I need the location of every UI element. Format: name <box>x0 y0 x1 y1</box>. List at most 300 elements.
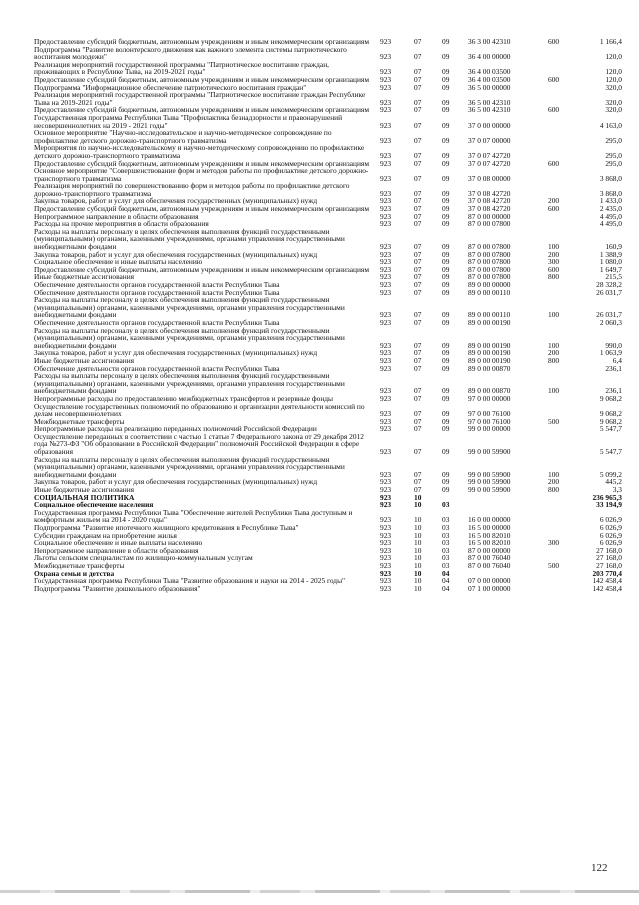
row-name: Обеспечение деятельности органов государственной власти Республики Тыва <box>34 287 280 297</box>
row-rz: 07 <box>414 158 422 168</box>
table-row <box>34 228 622 251</box>
row-pr: 09 <box>442 211 450 221</box>
row-rz: 10 <box>414 583 422 593</box>
row-name: Закупка товаров, работ и услуг для обеспечения государственных (муниципальных) нужд <box>34 477 318 487</box>
row-name: Непрограммные расходы по предоставлению межбюджетных трансфертов и резервные фонды <box>34 393 334 403</box>
row-name: Реализация мероприятий государственной программы "Патриотическое воспитание граждан, проживающих в Республике Тыва, на 2019-2021 годы" <box>34 59 330 77</box>
row-name: Государственная программа Республики Тыва "Развитие образования и науки на 2014 - 2025 годы" <box>34 576 346 586</box>
row-sum: 120,0 <box>605 52 622 62</box>
row-name: Закупка товаров, работ и услуг для обеспечения государственных (муниципальных) нужд <box>34 348 318 358</box>
row-ved: 923 <box>380 492 392 502</box>
row-pr: 09 <box>442 97 450 107</box>
row-ved: 923 <box>380 105 392 115</box>
row-pr: 09 <box>442 477 450 487</box>
row-cs: 07 1 00 00000 <box>468 583 511 593</box>
row-rz: 07 <box>414 257 422 267</box>
row-rz: 07 <box>414 105 422 115</box>
row-cs: 89 0 00 00190 <box>468 317 511 327</box>
row-ved: 923 <box>380 523 392 532</box>
row-rz: 07 <box>414 310 422 320</box>
row-ved: 923 <box>380 568 392 578</box>
row-name: Основное мероприятие "Совершенствование форм и методов работы по профилактике детского дорожно-транспортного травматизма <box>34 166 369 183</box>
row-ved: 923 <box>380 74 392 84</box>
row-pr: 09 <box>442 242 450 252</box>
row-pr: 09 <box>442 409 450 419</box>
row-rz: 07 <box>414 204 422 214</box>
row-sum: 26 031,7 <box>596 287 622 297</box>
row-sum: 1 388,9 <box>599 249 622 259</box>
row-vr: 200 <box>548 249 560 259</box>
row-name: Обеспечение деятельности органов государственной власти Республики Тыва <box>34 363 280 373</box>
row-sum: 120,0 <box>605 74 622 84</box>
row-name: Иные бюджетные ассигнования <box>34 355 135 365</box>
table-row <box>34 114 622 129</box>
row-cs: 37 0 07 00000 <box>468 135 511 145</box>
row-ved: 923 <box>380 340 392 350</box>
row-vr: 300 <box>548 257 560 267</box>
row-rz: 07 <box>414 280 422 289</box>
row-ved: 923 <box>380 67 392 77</box>
row-name: Мероприятия по научно-исследовательскому и научно-методическому сопровождению по профилактике детского дорожно-транспортного травматизма <box>34 143 365 160</box>
row-name: Непрограммное направление в области образования <box>34 545 199 555</box>
row-name: Предоставление субсидий бюджетным, автономным учреждениям и иным некоммерческим организациям <box>34 74 370 84</box>
table-row <box>34 61 622 76</box>
row-rz: 10 <box>414 568 422 578</box>
row-rz: 07 <box>414 37 422 46</box>
row-name: Обеспечение деятельности органов государственной власти Республики Тыва <box>34 317 280 327</box>
row-ved: 923 <box>380 37 392 46</box>
row-rz: 07 <box>414 272 422 282</box>
row-rz: 07 <box>414 173 422 183</box>
row-ved: 923 <box>380 409 392 419</box>
row-sum: 9 068,2 <box>599 393 622 403</box>
row-sum: 6 026,9 <box>599 538 622 548</box>
row-sum: 142 458,4 <box>592 576 622 586</box>
row-ved: 923 <box>380 310 392 320</box>
row-cs: 16 0 00 00000 <box>468 515 511 525</box>
row-name: Расходы на выплаты персоналу в целях обеспечения выполнения функций государственными (муниципальными) органами, казенными учреждениями, органами управления государственными внебюджетными фондами <box>34 226 345 252</box>
row-rz: 07 <box>414 150 422 160</box>
row-name: Осуществление переданных в соответствии с частью 1 статьи 7 Федерального закона от 29 декабря 2012 года №273-ФЗ "Об образовании в Российской Федерации" полномочий Российской Федерации в сфере образования <box>34 431 364 457</box>
row-cs: 36 4 00 00000 <box>468 52 511 62</box>
row-rz: 07 <box>414 485 422 495</box>
row-name: Социальное обеспечение и иные выплаты населению <box>34 257 203 267</box>
row-cs: 99 0 00 59900 <box>468 477 511 487</box>
row-name: Расходы на прочие мероприятия в области образования <box>34 219 209 229</box>
row-cs: 07 0 00 00000 <box>468 576 511 586</box>
row-pr: 09 <box>442 204 450 214</box>
row-cs: 87 0 00 76040 <box>468 553 511 563</box>
row-name: СОЦИАЛЬНАЯ ПОЛИТИКА <box>34 492 135 502</box>
row-pr: 09 <box>442 74 450 84</box>
row-vr: 600 <box>548 158 560 168</box>
row-pr: 09 <box>442 348 450 358</box>
row-name: Подпрограмма "Информационное обеспечение патриотического воспитания граждан" <box>34 82 307 92</box>
row-ved: 923 <box>380 485 392 495</box>
row-rz: 07 <box>414 74 422 84</box>
row-pr: 09 <box>442 447 450 457</box>
row-pr: 09 <box>442 317 450 327</box>
row-cs: 89 0 00 00000 <box>468 280 511 289</box>
scan-edge <box>0 890 639 893</box>
row-sum: 215,5 <box>605 272 622 282</box>
row-rz: 07 <box>414 120 422 130</box>
row-ved: 923 <box>380 355 392 365</box>
row-cs: 97 0 00 76100 <box>468 409 511 419</box>
row-pr: 09 <box>442 393 450 403</box>
row-pr: 09 <box>442 188 450 198</box>
row-name: Непрограммные расходы на реализацию переданных полномочий Российской Федерации <box>34 424 317 434</box>
row-sum: 3,3 <box>612 485 622 495</box>
row-vr: 100 <box>548 386 560 396</box>
row-rz: 07 <box>414 242 422 252</box>
row-rz: 07 <box>414 188 422 198</box>
row-rz: 07 <box>414 249 422 259</box>
row-pr: 09 <box>442 287 450 297</box>
row-rz: 07 <box>414 424 422 434</box>
row-ved: 923 <box>380 204 392 214</box>
row-cs: 37 0 07 42720 <box>468 158 511 168</box>
row-sum: 2 435,0 <box>599 204 622 214</box>
table-row <box>34 372 622 395</box>
row-vr: 100 <box>548 469 560 479</box>
row-pr: 09 <box>442 280 450 289</box>
row-rz: 07 <box>414 317 422 327</box>
row-cs: 37 0 08 42720 <box>468 196 511 206</box>
row-cs: 87 0 00 07800 <box>468 249 511 259</box>
row-pr: 09 <box>442 257 450 267</box>
row-rz: 07 <box>414 469 422 479</box>
row-name: Межбюджетные трансферты <box>34 560 125 570</box>
row-pr: 03 <box>442 560 450 570</box>
row-pr: 09 <box>442 82 450 92</box>
row-ved: 923 <box>380 188 392 198</box>
row-sum: 295,0 <box>605 150 622 160</box>
row-pr: 09 <box>442 485 450 495</box>
row-rz: 07 <box>414 477 422 487</box>
row-cs: 89 0 00 00190 <box>468 355 511 365</box>
row-sum: 6 026,9 <box>599 530 622 540</box>
row-rz: 10 <box>414 530 422 540</box>
row-cs: 89 0 00 00110 <box>468 310 511 320</box>
table-row <box>34 433 622 456</box>
row-sum: 4 495,0 <box>599 211 622 221</box>
row-pr: 09 <box>442 469 450 479</box>
row-pr: 09 <box>442 67 450 77</box>
row-name: Социальное обеспечение населения <box>34 500 154 510</box>
row-name: Подпрограмма "Развитие дошкольного образования" <box>34 583 201 593</box>
row-name: Льготы сельским специалистам по жилищно-коммунальным услугам <box>34 553 253 563</box>
table-row <box>34 456 622 479</box>
row-sum: 1 063,9 <box>599 348 622 358</box>
row-pr: 03 <box>442 523 450 532</box>
row-sum: 320,0 <box>605 97 622 107</box>
row-sum: 26 031,7 <box>596 310 622 320</box>
row-pr: 09 <box>442 424 450 434</box>
row-rz: 10 <box>414 523 422 532</box>
row-rz: 07 <box>414 355 422 365</box>
row-sum: 236,1 <box>605 363 622 373</box>
row-rz: 07 <box>414 135 422 145</box>
row-sum: 203 770,4 <box>592 568 622 578</box>
row-rz: 07 <box>414 287 422 297</box>
row-sum: 1 433,0 <box>599 196 622 206</box>
row-vr: 200 <box>548 196 560 206</box>
row-sum: 320,0 <box>605 82 622 92</box>
row-cs: 89 0 00 00870 <box>468 363 511 373</box>
row-vr: 100 <box>548 242 560 252</box>
row-ved: 923 <box>380 447 392 457</box>
row-pr: 03 <box>442 545 450 555</box>
row-ved: 923 <box>380 530 392 540</box>
table-row <box>34 296 622 319</box>
row-vr: 800 <box>548 485 560 495</box>
row-cs: 89 0 00 00110 <box>468 287 511 297</box>
row-vr: 600 <box>548 74 560 84</box>
row-rz: 10 <box>414 560 422 570</box>
row-sum: 160,9 <box>605 242 622 252</box>
row-name: Предоставление субсидий бюджетным, автономным учреждениям и иным некоммерческим организациям <box>34 158 370 168</box>
row-ved: 923 <box>380 515 392 525</box>
row-name: Государственная программа Республики Тыва "Профилактика безнадзорности и правонарушений несовершеннолетних на 2019 - 2021 годы" <box>34 112 343 130</box>
row-name: Осуществление государственных полномочий по образованию и организации деятельности комиссий по делам несовершеннолетних <box>34 401 365 419</box>
row-vr: 200 <box>548 477 560 487</box>
row-sum: 4 163,0 <box>599 120 622 130</box>
table-row <box>34 182 622 197</box>
row-rz: 10 <box>414 500 422 510</box>
row-rz: 10 <box>414 515 422 525</box>
row-pr: 03 <box>442 530 450 540</box>
row-pr: 09 <box>442 340 450 350</box>
row-cs: 87 0 00 07800 <box>468 219 511 229</box>
row-vr: 600 <box>548 37 560 46</box>
row-vr: 500 <box>548 560 560 570</box>
row-vr: 800 <box>548 272 560 282</box>
row-ved: 923 <box>380 219 392 229</box>
row-pr: 04 <box>442 583 450 593</box>
row-cs: 99 0 00 59900 <box>468 469 511 479</box>
row-name: Непрограммное направление в области образования <box>34 211 199 221</box>
row-cs: 89 0 00 00870 <box>468 386 511 396</box>
row-ved: 923 <box>380 553 392 563</box>
row-sum: 1 649,7 <box>599 264 622 274</box>
row-rz: 07 <box>414 409 422 419</box>
table-row <box>34 509 622 524</box>
row-name: Основное мероприятие "Научно-исследовательское и научно-методическое сопровождение по профилактике детского дорожно-транспортного травматизма <box>34 128 332 145</box>
row-name: Закупка товаров, работ и услуг для обеспечения государственных (муниципальных) нужд <box>34 249 318 259</box>
row-cs: 97 0 00 00000 <box>468 393 511 403</box>
row-name: Расходы на выплаты персоналу в целях обеспечения выполнения функций государственными (муниципальными) органами, казенными учреждениями, органами управления государственными внебюджетными фондами <box>34 325 345 350</box>
row-rz: 07 <box>414 348 422 358</box>
row-pr: 09 <box>442 52 450 62</box>
budget-table <box>34 38 622 592</box>
row-cs: 99 0 00 59900 <box>468 485 511 495</box>
table-row <box>34 144 622 159</box>
row-name: Закупка товаров, работ и услуг для обеспечения государственных (муниципальных) нужд <box>34 196 318 206</box>
row-name: Государственная программа Республики Тыва "Обеспечение жителей Республики Тыва доступным и комфортным жильем на 2014 - 2020 годы" <box>34 507 353 525</box>
row-pr: 09 <box>442 386 450 396</box>
row-rz: 10 <box>414 492 422 502</box>
row-sum: 320,0 <box>605 105 622 115</box>
row-cs: 89 0 00 00190 <box>468 348 511 358</box>
table-row <box>34 91 622 106</box>
page-number: 122 <box>591 862 608 874</box>
row-sum: 295,0 <box>605 158 622 168</box>
row-name: Обеспечение деятельности органов государственной власти Республики Тыва <box>34 280 280 289</box>
row-vr: 300 <box>548 538 560 548</box>
row-ved: 923 <box>380 416 392 426</box>
row-cs: 36 4 00 03500 <box>468 74 511 84</box>
row-rz: 10 <box>414 538 422 548</box>
row-name: Расходы на выплаты персоналу в целях обеспечения выполнения функций государственными (муниципальными) органами, казенными учреждениями, органами управления государственными внебюджетными фондами <box>34 454 345 479</box>
row-cs: 16 5 00 82010 <box>468 538 511 548</box>
row-name: Охрана семьи и детства <box>34 568 115 578</box>
row-name: Межбюджетные трансферты <box>34 416 125 426</box>
row-cs: 87 0 00 76040 <box>468 560 511 570</box>
row-ved: 923 <box>380 560 392 570</box>
row-ved: 923 <box>380 52 392 62</box>
row-sum: 3 868,0 <box>599 188 622 198</box>
row-name: Предоставление субсидий бюджетным, автономным учреждениям и иным некоммерческим организациям <box>34 37 370 46</box>
row-vr: 200 <box>548 348 560 358</box>
row-rz: 07 <box>414 264 422 274</box>
row-vr: 100 <box>548 340 560 350</box>
row-cs: 36 5 00 00000 <box>468 82 511 92</box>
row-ved: 923 <box>380 158 392 168</box>
row-pr: 09 <box>442 120 450 130</box>
row-ved: 923 <box>380 583 392 593</box>
row-pr: 09 <box>442 105 450 115</box>
row-ved: 923 <box>380 317 392 327</box>
row-cs: 37 0 08 00000 <box>468 173 511 183</box>
row-cs: 16 5 00 00000 <box>468 523 511 532</box>
row-rz: 07 <box>414 393 422 403</box>
row-cs: 87 0 00 07800 <box>468 257 511 267</box>
row-sum: 5 547,7 <box>599 447 622 457</box>
row-cs: 36 3 00 42310 <box>468 37 511 46</box>
row-ved: 923 <box>380 287 392 297</box>
row-name: Реализация мероприятий по совершенствованию форм и методов работы по профилактике детского дорожно-транспортного травматизма <box>34 181 350 198</box>
row-ved: 923 <box>380 393 392 403</box>
row-name: Подпрограмма "Развитие волонтерского движения как важного элемента системы патриотического воспитания молодежи" <box>34 44 347 62</box>
row-ved: 923 <box>380 545 392 555</box>
row-cs: 87 0 00 07800 <box>468 264 511 274</box>
row-cs: 99 0 00 59900 <box>468 447 511 457</box>
table-row <box>34 403 622 418</box>
row-rz: 07 <box>414 447 422 457</box>
row-pr: 09 <box>442 158 450 168</box>
row-rz: 07 <box>414 196 422 206</box>
row-cs: 37 0 07 42720 <box>468 150 511 160</box>
row-rz: 10 <box>414 545 422 555</box>
row-sum: 120,0 <box>605 67 622 77</box>
row-sum: 990,0 <box>605 340 622 350</box>
row-sum: 236 965,3 <box>592 492 622 502</box>
row-pr: 09 <box>442 310 450 320</box>
row-sum: 4 495,0 <box>599 219 622 229</box>
row-ved: 923 <box>380 363 392 373</box>
row-cs: 36 5 00 42310 <box>468 105 511 115</box>
row-sum: 3 868,0 <box>599 173 622 183</box>
row-ved: 923 <box>380 469 392 479</box>
row-sum: 2 060,3 <box>599 317 622 327</box>
row-sum: 142 458,4 <box>592 583 622 593</box>
row-pr: 03 <box>442 500 450 510</box>
row-cs: 87 0 00 07800 <box>468 272 511 282</box>
row-pr: 03 <box>442 538 450 548</box>
row-pr: 09 <box>442 173 450 183</box>
row-cs: 37 0 08 42720 <box>468 204 511 214</box>
row-ved: 923 <box>380 264 392 274</box>
row-pr: 09 <box>442 355 450 365</box>
row-pr: 09 <box>442 249 450 259</box>
row-name: Иные бюджетные ассигнования <box>34 272 135 282</box>
row-name: Подпрограмма "Развитие ипотечного жилищного кредитования в Республике Тыва" <box>34 523 299 532</box>
row-name: Расходы на выплаты персоналу в целях обеспечения выполнения функций государственными (муниципальными) органами, казенными учреждениями, органами управления государственными внебюджетными фондами <box>34 371 345 396</box>
row-sum: 33 194,9 <box>596 500 622 510</box>
table-row <box>34 327 622 350</box>
row-sum: 5 099,2 <box>599 469 622 479</box>
row-cs: 87 0 00 00000 <box>468 211 511 221</box>
row-cs: 36 5 00 42310 <box>468 97 511 107</box>
row-pr: 09 <box>442 150 450 160</box>
row-ved: 923 <box>380 576 392 586</box>
row-ved: 923 <box>380 135 392 145</box>
row-rz: 07 <box>414 416 422 426</box>
row-rz: 07 <box>414 82 422 92</box>
row-sum: 27 168,0 <box>596 553 622 563</box>
row-sum: 28 328,2 <box>596 280 622 289</box>
row-cs: 37 0 00 00000 <box>468 120 511 130</box>
row-ved: 923 <box>380 272 392 282</box>
row-pr: 09 <box>442 37 450 46</box>
row-rz: 10 <box>414 576 422 586</box>
row-name: Предоставление субсидий бюджетным, автономным учреждениям и иным некоммерческим организациям <box>34 105 370 115</box>
row-ved: 923 <box>380 424 392 434</box>
row-pr: 03 <box>442 553 450 563</box>
row-sum: 445,2 <box>605 477 622 487</box>
row-name: Предоставление субсидий бюджетным, автономным учреждениям и иным некоммерческим организациям <box>34 204 370 214</box>
row-pr: 03 <box>442 515 450 525</box>
row-vr: 600 <box>548 204 560 214</box>
row-ved: 923 <box>380 97 392 107</box>
row-ved: 923 <box>380 500 392 510</box>
row-pr: 09 <box>442 363 450 373</box>
row-pr: 09 <box>442 416 450 426</box>
row-sum: 236,1 <box>605 386 622 396</box>
row-cs: 16 5 00 82010 <box>468 530 511 540</box>
row-ved: 923 <box>380 242 392 252</box>
row-sum: 1 166,4 <box>599 37 622 46</box>
row-sum: 1 080,0 <box>599 257 622 267</box>
row-rz: 07 <box>414 97 422 107</box>
table-row <box>34 129 622 144</box>
row-vr: 100 <box>548 310 560 320</box>
row-sum: 9 068,2 <box>599 416 622 426</box>
row-cs: 99 0 00 00000 <box>468 424 511 434</box>
row-rz: 07 <box>414 340 422 350</box>
row-vr: 600 <box>548 105 560 115</box>
table-row <box>34 46 622 61</box>
row-ved: 923 <box>380 249 392 259</box>
row-name: Социальное обеспечение и иные выплаты населению <box>34 538 203 548</box>
row-pr: 09 <box>442 135 450 145</box>
row-ved: 923 <box>380 150 392 160</box>
row-rz: 07 <box>414 211 422 221</box>
row-name: Иные бюджетные ассигнования <box>34 485 135 495</box>
row-rz: 07 <box>414 219 422 229</box>
row-rz: 07 <box>414 363 422 373</box>
